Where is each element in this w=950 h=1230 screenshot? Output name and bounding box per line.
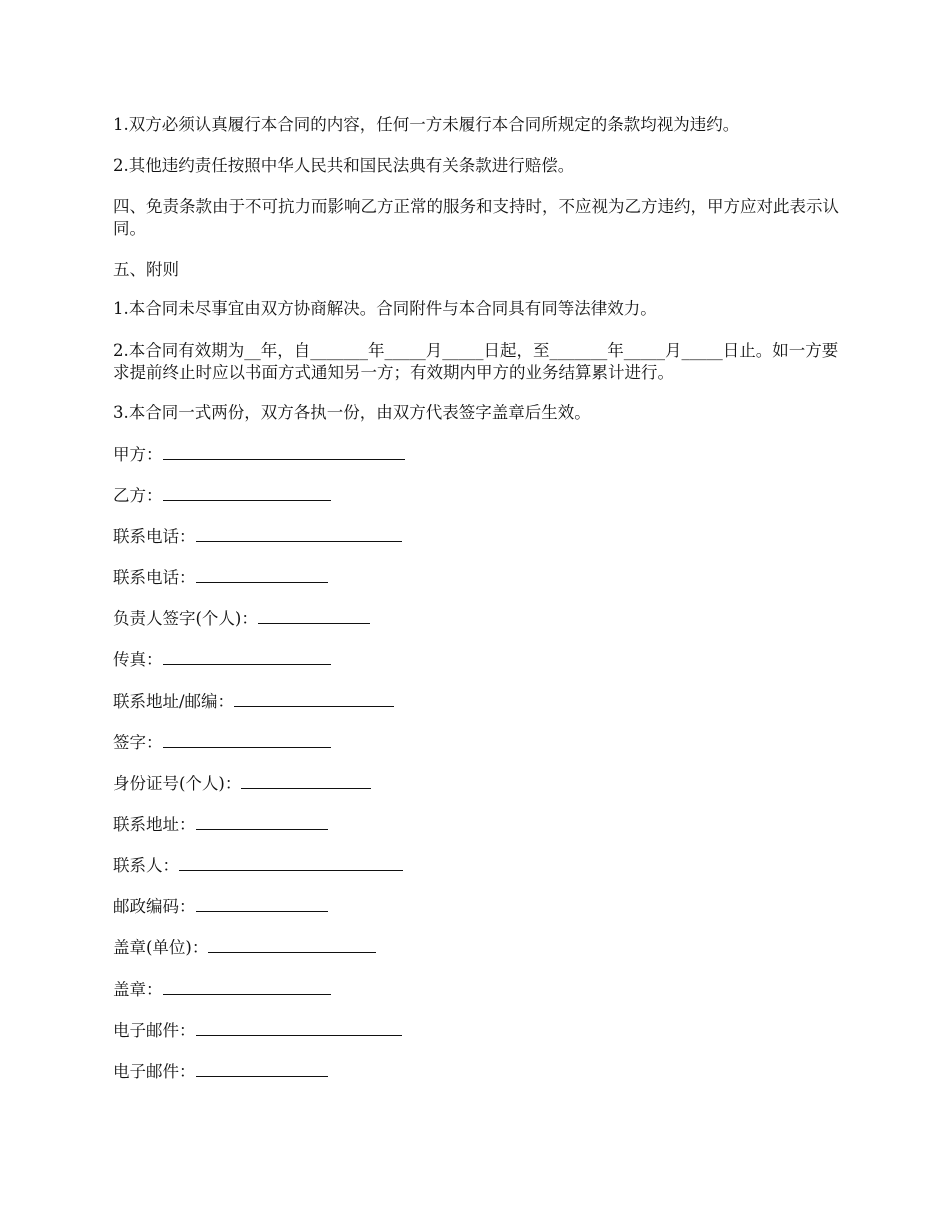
field-id-number (113, 772, 371, 795)
field-label: 电子邮件： (113, 1062, 196, 1081)
email-b-blank[interactable] (196, 1060, 328, 1077)
document-page (113, 0, 843, 1230)
field-phone-b (113, 566, 328, 589)
field-label: 联系人： (113, 856, 179, 875)
field-email-a (113, 1019, 402, 1042)
field-label: 联系地址/邮编： (113, 692, 235, 711)
phone-b-blank[interactable] (196, 566, 328, 583)
exemption-clause: 四、免责条款由于不可抗力而影响乙方正常的服务和支持时，不应视为乙方违约，甲方应对此表示认同。 (113, 197, 839, 238)
field-label: 传真： (113, 650, 163, 669)
field-signature-person (113, 607, 370, 630)
field-label: 甲方： (113, 445, 163, 464)
field-email-b (113, 1060, 328, 1083)
field-party-b (113, 484, 331, 507)
field-address (113, 813, 328, 836)
field-label: 身份证号(个人)： (113, 774, 242, 793)
phone-a-blank[interactable] (196, 525, 402, 542)
signature-person-blank[interactable] (258, 607, 370, 624)
signature-blank[interactable] (163, 731, 331, 748)
address-postcode-blank[interactable] (234, 690, 394, 707)
supplementary-heading: 五、附则 (113, 260, 179, 279)
postcode-blank[interactable] (196, 895, 328, 912)
breach-clause-2: 2.其他违约责任按照中华人民共和国民法典有关条款进行赔偿。 (113, 156, 575, 175)
field-fax (113, 648, 331, 671)
field-party-a (113, 443, 405, 466)
field-label: 电子邮件： (113, 1021, 196, 1040)
field-label: 盖章： (113, 980, 163, 999)
supplementary-clause-1: 1.本合同未尽事宜由双方协商解决。合同附件与本合同具有同等法律效力。 (113, 299, 657, 318)
field-label: 联系地址： (113, 815, 196, 834)
party-a-blank[interactable] (163, 443, 405, 460)
field-label: 签字： (113, 733, 163, 752)
field-label: 乙方： (113, 486, 163, 505)
fax-blank[interactable] (163, 648, 331, 665)
field-signature (113, 731, 331, 754)
field-label: 负责人签字(个人)： (113, 609, 258, 628)
field-postcode (113, 895, 328, 918)
field-label: 联系电话： (113, 527, 196, 546)
breach-clause-1: 1.双方必须认真履行本合同的内容，任何一方未履行本合同所规定的条款均视为违约。 (113, 115, 740, 134)
field-seal (113, 978, 331, 1001)
seal-blank[interactable] (163, 978, 331, 995)
field-contact-person (113, 854, 403, 877)
supplementary-clause-2: 2.本合同有效期为__年，自_______年_____月_____日起，至_______年_____月_____日止。如一方要求提前终止时应以书面方式通知另一方；有效期内甲方的业务结算累计进行。 (113, 341, 839, 382)
supplementary-clause-3: 3.本合同一式两份，双方各执一份，由双方代表签字盖章后生效。 (113, 403, 591, 422)
field-label: 邮政编码： (113, 897, 196, 916)
contact-person-blank[interactable] (179, 854, 403, 871)
field-seal-unit (113, 936, 376, 959)
field-address-postcode (113, 690, 394, 713)
seal-unit-blank[interactable] (208, 936, 376, 953)
party-b-blank[interactable] (163, 484, 331, 501)
field-phone-a (113, 525, 402, 548)
id-number-blank[interactable] (241, 772, 371, 789)
field-label: 联系电话： (113, 568, 196, 587)
field-label: 盖章(单位)： (113, 938, 209, 957)
email-a-blank[interactable] (196, 1019, 402, 1036)
address-blank[interactable] (196, 813, 328, 830)
